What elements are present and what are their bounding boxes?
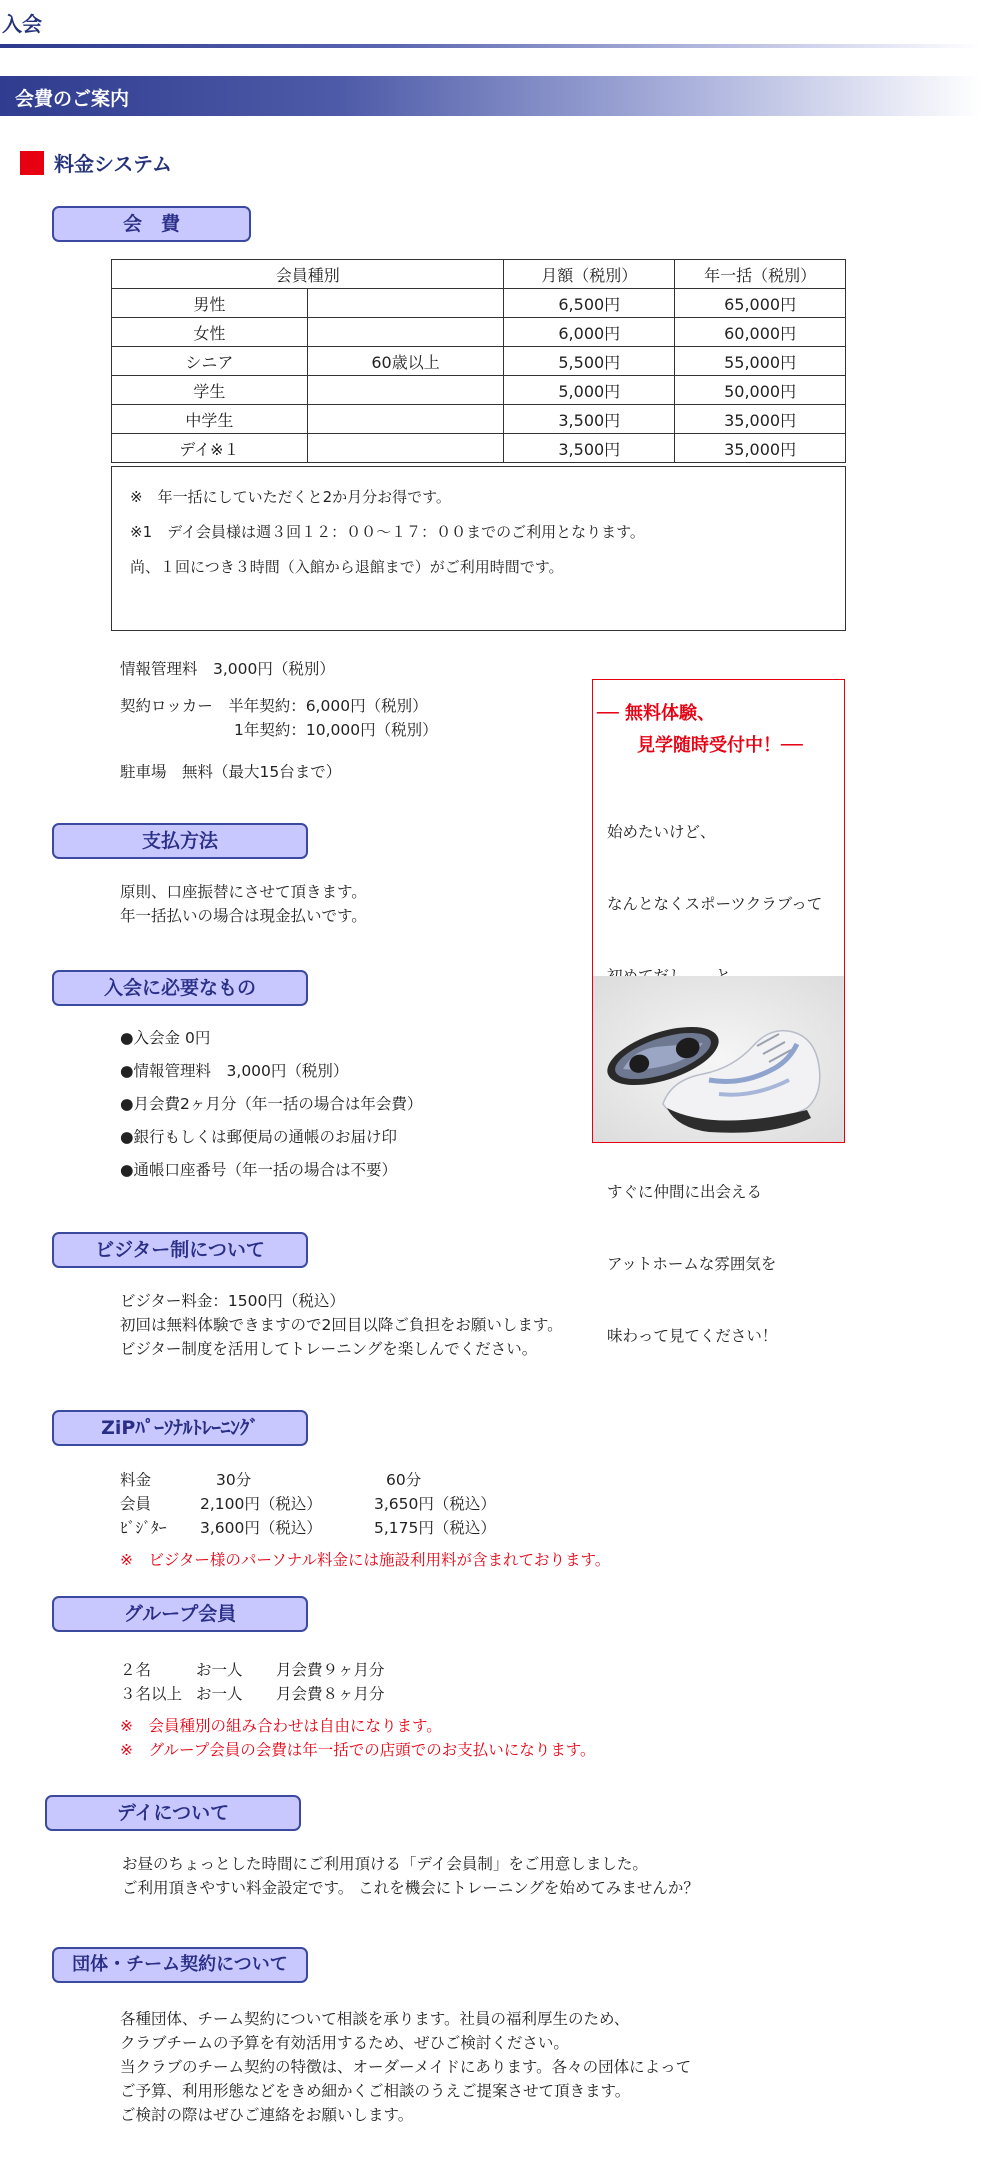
visitor-heading: ビジター制について — [52, 1232, 308, 1268]
group-fee: 月会費９ヶ月分 — [276, 1661, 385, 1679]
row-type: 中学生 — [112, 405, 308, 434]
row-monthly: 6,500円 — [504, 289, 675, 318]
title-divider — [0, 44, 981, 48]
trial-head-line1: ── 無料体験、 — [597, 703, 715, 724]
list-item: ●銀行もしくは郵便局の通帳のお届け印 — [120, 1128, 398, 1146]
row-type: 学生 — [112, 376, 308, 405]
row-yearly: 55,000円 — [675, 347, 846, 376]
free-trial-box — [592, 679, 845, 1345]
fees-heading: 会 費 — [52, 206, 251, 242]
header-type: 会員種別 — [112, 260, 504, 289]
red-square-icon — [20, 151, 44, 175]
fees-table — [111, 259, 846, 463]
personal-30: 3,600円（税込） — [200, 1519, 322, 1537]
row-note — [307, 434, 504, 463]
row-yearly: 60,000円 — [675, 318, 846, 347]
group-who: お一人 — [196, 1661, 243, 1679]
personal-training-heading: ZiPﾊﾟｰｿﾅﾙﾄﾚｰﾆﾝｸﾞ — [52, 1410, 308, 1446]
table-row — [112, 318, 846, 347]
payment-line: 年一括払いの場合は現金払いです。 — [120, 907, 367, 925]
row-yearly: 35,000円 — [675, 405, 846, 434]
personal-label: ﾋﾞｼﾞﾀｰ — [120, 1519, 167, 1537]
fees-note: ※ 年一括にしていただくと2か月分お得です。 — [130, 488, 451, 506]
fees-note: ※1 デイ会員様は週３回１２：００～１７：００までのご利用となります。 — [130, 523, 645, 541]
visitor-line: ビジター料金：1500円（税込） — [120, 1292, 345, 1310]
visitor-line: ビジター制度を活用してトレーニングを楽しんでください。 — [120, 1340, 538, 1358]
list-item: ●入会金 0円 — [120, 1029, 211, 1047]
row-yearly: 50,000円 — [675, 376, 846, 405]
personal-60: 60分 — [386, 1471, 422, 1489]
pricing-heading — [20, 148, 172, 177]
personal-note: ※ ビジター様のパーソナル料金には施設利用料が含まれております。 — [120, 1551, 611, 1569]
day-line: お昼のちょっとした時間にご利用頂ける「デイ会員制」をご用意しました。 — [122, 1855, 648, 1873]
group-heading: グループ会員 — [52, 1596, 308, 1632]
personal-60: 5,175円（税込） — [374, 1519, 496, 1537]
personal-30: 30分 — [216, 1471, 252, 1489]
table-row — [112, 376, 846, 405]
group-count: ２名 — [120, 1661, 152, 1679]
section-bar-title: 会費のご案内 — [15, 88, 130, 110]
team-heading: 団体・チーム契約について — [52, 1947, 308, 1983]
fees-notes-box — [111, 466, 846, 631]
table-row — [112, 289, 846, 318]
row-note — [307, 318, 504, 347]
table-row — [112, 405, 846, 434]
info-fee: 情報管理料 3,000円（税別） — [120, 660, 335, 678]
row-type: シニア — [112, 347, 308, 376]
group-note: ※ グループ会員の会費は年一括での店頭でのお支払いになります。 — [120, 1741, 596, 1759]
parking: 駐車場 無料（最大15台まで） — [120, 763, 342, 781]
personal-30: 2,100円（税込） — [200, 1495, 322, 1513]
row-type: デイ※１ — [112, 434, 308, 463]
row-monthly: 3,500円 — [504, 434, 675, 463]
personal-label: 会員 — [120, 1495, 152, 1513]
trial-body-line: 始めたいけど、 — [607, 823, 716, 841]
day-line: ご利用頂きやすい料金設定です。 これを機会にトレーニングを始めてみませんか？ — [122, 1879, 699, 1897]
required-heading: 入会に必要なもの — [52, 970, 308, 1006]
fees-table-header — [112, 260, 846, 289]
pricing-heading-text: 料金システム — [54, 152, 172, 176]
row-note — [307, 376, 504, 405]
team-line: ご検討の際はぜひご連絡をお願いします。 — [120, 2106, 414, 2124]
required-list — [120, 1022, 422, 1187]
row-monthly: 6,000円 — [504, 318, 675, 347]
trial-body-line: アットホームな雰囲気を — [607, 1255, 777, 1273]
group-who: お一人 — [196, 1685, 243, 1703]
row-yearly: 65,000円 — [675, 289, 846, 318]
row-note — [307, 405, 504, 434]
payment-heading: 支払方法 — [52, 823, 308, 859]
table-row — [112, 347, 846, 376]
team-line: 各種団体、チーム契約について相談を承ります。社員の福利厚生のため、 — [120, 2010, 630, 2028]
day-heading: デイについて — [45, 1795, 301, 1831]
trial-body-line: すぐに仲間に出会える — [607, 1183, 763, 1201]
locker-half: 契約ロッカー 半年契約：6,000円（税別） — [120, 697, 428, 715]
list-item: ●月会費2ヶ月分（年一括の場合は年会費） — [120, 1095, 423, 1113]
list-item: ●情報管理料 3,000円（税別） — [120, 1062, 349, 1080]
group-note: ※ 会員種別の組み合わせは自由になります。 — [120, 1717, 442, 1735]
header-monthly: 月額（税別） — [504, 260, 675, 289]
locker-year: 1年契約：10,000円（税別） — [234, 721, 438, 739]
row-type: 男性 — [112, 289, 308, 318]
trial-head-line2: 見学随時受付中！── — [637, 735, 803, 756]
fees-note: 尚、１回につき３時間（入館から退館まで）がご利用時間です。 — [130, 558, 564, 576]
table-row — [112, 434, 846, 463]
list-item: ●通帳口座番号（年一括の場合は不要） — [120, 1161, 398, 1179]
payment-line: 原則、口座振替にさせて頂きます。 — [120, 883, 367, 901]
row-yearly: 35,000円 — [675, 434, 846, 463]
header-yearly: 年一括（税別） — [675, 260, 846, 289]
trial-body-line: なんとなくスポーツクラブって — [607, 895, 823, 913]
row-monthly: 5,000円 — [504, 376, 675, 405]
row-monthly: 3,500円 — [504, 405, 675, 434]
row-type: 女性 — [112, 318, 308, 347]
group-fee: 月会費８ヶ月分 — [276, 1685, 385, 1703]
row-note — [307, 289, 504, 318]
page-title: 入会 — [2, 12, 42, 36]
row-monthly: 5,500円 — [504, 347, 675, 376]
group-count: ３名以上 — [120, 1685, 183, 1703]
row-note: 60歳以上 — [307, 347, 504, 376]
running-shoes-icon — [593, 976, 844, 1142]
personal-60: 3,650円（税込） — [374, 1495, 496, 1513]
visitor-line: 初回は無料体験できますので2回目以降ご負担をお願いします。 — [120, 1316, 563, 1334]
running-shoes-image — [593, 976, 844, 1142]
section-bar — [0, 76, 981, 116]
personal-label: 料金 — [120, 1471, 152, 1489]
team-line: ご予算、利用形態などをきめ細かくご相談のうえご提案させて頂きます。 — [120, 2082, 631, 2100]
trial-body-line: 味わって見てください！ — [607, 1327, 778, 1345]
team-line: 当クラブのチーム契約の特徴は、オーダーメイドにあります。各々の団体によって — [120, 2058, 692, 2076]
team-line: クラブチームの予算を有効活用するため、ぜひご検討ください。 — [120, 2034, 569, 2052]
